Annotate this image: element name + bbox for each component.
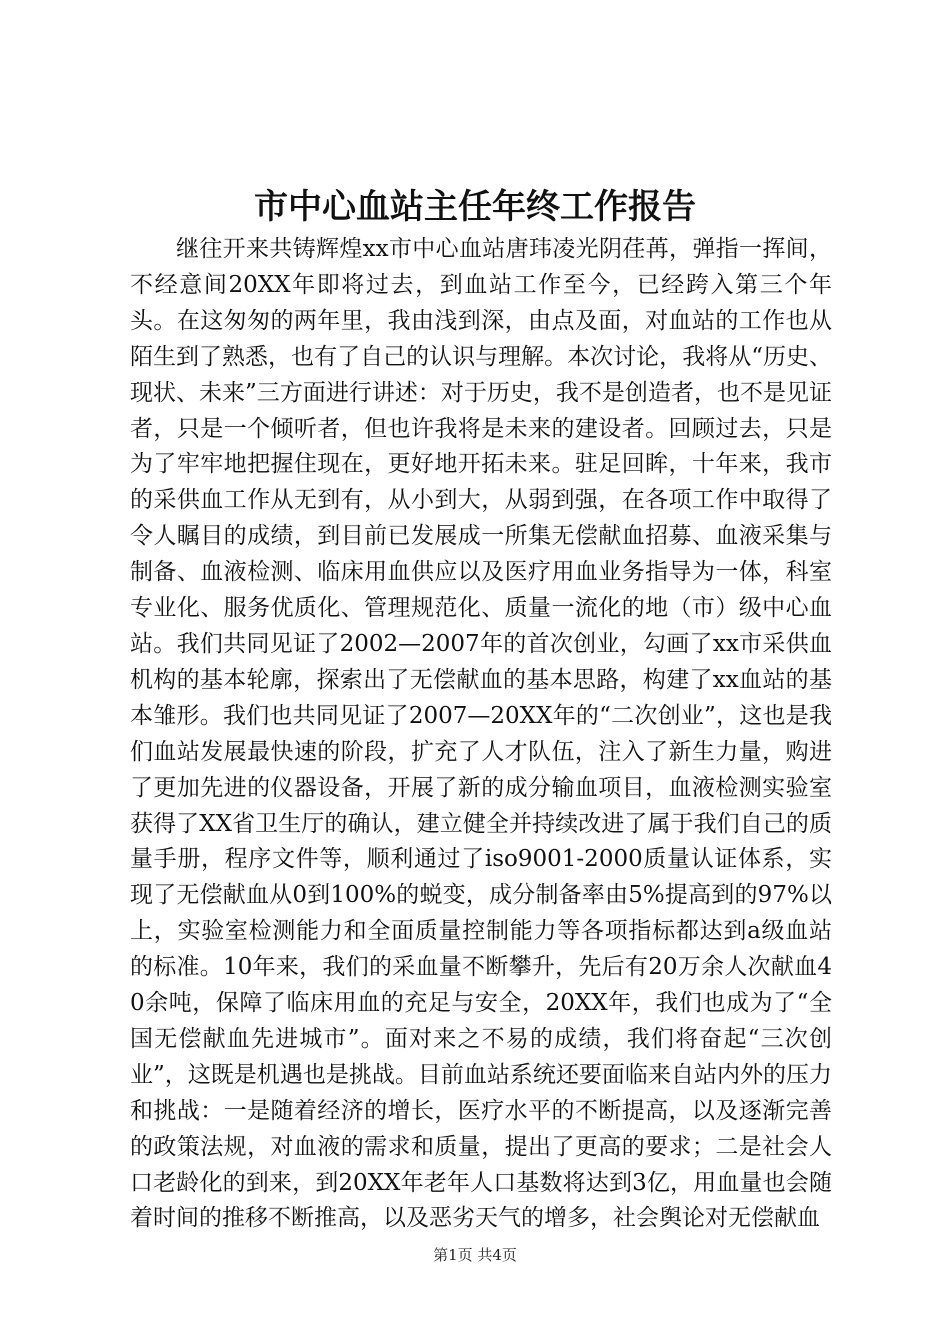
page-footer: 第1页 共4页	[433, 1246, 517, 1264]
document-title: 市中心血站主任年终工作报告	[254, 187, 696, 227]
body-paragraph: 继往开来共铸辉煌xx市中心血站唐玮凌光阴荏苒，弹指一挥间，不经意间20XX年即将过去，到血站工作至今，已经跨入第三个年头。在这匆匆的两年里，我由浅到深，由点及面，对血站的工作也从陌生到了熟悉，也有了自己的认识与理解。本次讨论，我将从“历史、现状、未来”三方面进行讲述：对于历史，我不是创造者，也不是见证者，只是一个倾听者，但也许我将是未来的建设者。回顾过去，只是为了牢牢地把握住现在，更好地开拓未来。驻足回眸，十年来，我市的采供血工作从无到有，从小到大，从弱到强，在各项工作中取得了令人瞩目的成绩，到目前已发展成一所集无偿献血招募、血液采集与制备、血液检测、临床用血供应以及医疗用血业务指导为一体，科室专业化、服务优质化、管理规范化、质量一流化的地（市）级中心血站。我们共同见证了2002—2007年的首次创业，勾画了xx市采供血机构的基本轮廓，探索出了无偿献血的基本思路，构建了xx血站的基本雏形。我们也共同见证了2007—20XX年的“二次创业”，这也是我们血站发展最快速的阶段，扩充了人才队伍，注入了新生力量，购进了更加先进的仪器设备，开展了新的成分输血项目，血液检测实验室获得了XX省卫生厅的确认，建立健全并持续改进了属于我们自己的质量手册，程序文件等，顺利通过了iso9001-2000质量认证体系，实现了无偿献血从0到100%的蜕变，成分制备率由5%提高到的97%以上，实验室检测能力和全面质量控制能力等各项指标都达到a级血站的标准。10年来，我们的采血量不断攀升，先后有20万余人次献血40余吨，保障了临床用血的充足与安全，20XX年，我们也成为了“全国无偿献血先进城市”。面对来之不易的成绩，我们将奋起“三次创业”，这既是机遇也是挑战。目前血站系统还要面临来自站内外的压力和挑战：一是随着经济的增长，医疗水平的不断提高，以及逐渐完善的政策法规，对血液的需求和质量，提出了更高的要求；二是社会人口老龄化的到来，到20XX年老年人口基数将达到3亿，用血量也会随着时间的推移不断推高，以及恶劣天气的增多，社会舆论对无偿献血	[130, 236, 832, 1232]
